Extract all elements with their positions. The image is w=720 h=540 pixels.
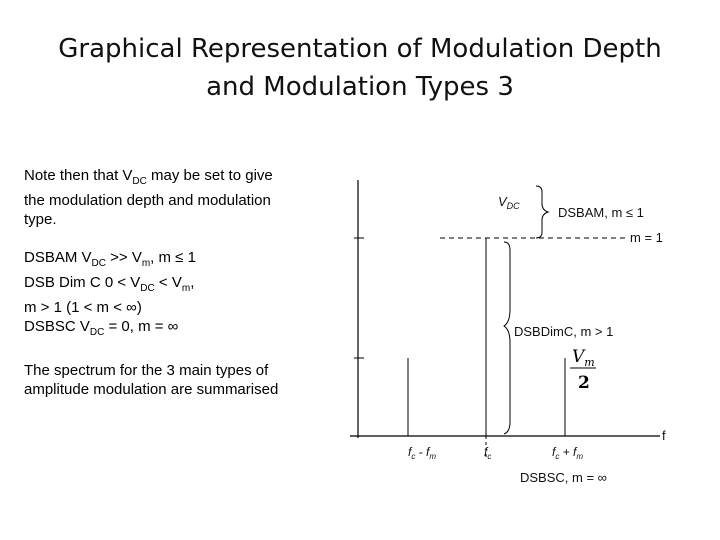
dsbdimc-brace xyxy=(504,242,510,434)
notes-intro-line-2: the modulation depth and modulation xyxy=(24,192,271,209)
notes-text xyxy=(24,166,344,399)
notes-intro-line-3: type. xyxy=(24,211,57,228)
m-equals-1-label: m = 1 xyxy=(630,230,663,245)
f-axis-label: f xyxy=(662,428,666,443)
fc-plus-fm-label: $f_c + f_m$ xyxy=(552,445,584,461)
notes-dsbsc: DSBSC $V_{DC} = 0$, m = ∞ xyxy=(24,318,179,338)
notes-dsbam: DSBAM $V_{DC} >> V_m$, m ≤ 1 xyxy=(24,249,196,269)
notes-intro-line-1: Note then that $V_{DC}$ may be set to give xyxy=(24,167,273,187)
fc-label: $f_c$ xyxy=(484,445,492,461)
fc-minus-fm-label: $f_c - f_m$ xyxy=(408,445,437,461)
dsbam-label: DSBAM, m ≤ 1 xyxy=(558,205,644,220)
title-line-1: Graphical Representation of Modulation Depth xyxy=(58,34,662,64)
vm-numerator: $V_m$ xyxy=(572,347,595,369)
notes-spectrum-line-2: amplitude modulation are summarised xyxy=(24,381,279,398)
notes-dsbdimc-range: m > 1 (1 < m < ∞) xyxy=(24,299,142,316)
dsbam-brace xyxy=(536,186,548,238)
notes-dsbdimc: DSB Dim C $0 < V_{DC} < V_m$, xyxy=(24,274,195,294)
vdc-label: $V_{DC}$ xyxy=(498,194,520,211)
title-line-2: and Modulation Types 3 xyxy=(206,72,514,102)
dsbsc-label: DSBSC, m = ∞ xyxy=(520,470,607,485)
spectrum-diagram xyxy=(340,160,680,500)
slide-title xyxy=(0,30,720,106)
dsbdimc-label: DSBDimC, m > 1 xyxy=(514,324,614,339)
vm-denominator: 2 xyxy=(578,373,590,393)
notes-spectrum-line-1: The spectrum for the 3 main types of xyxy=(24,362,269,379)
